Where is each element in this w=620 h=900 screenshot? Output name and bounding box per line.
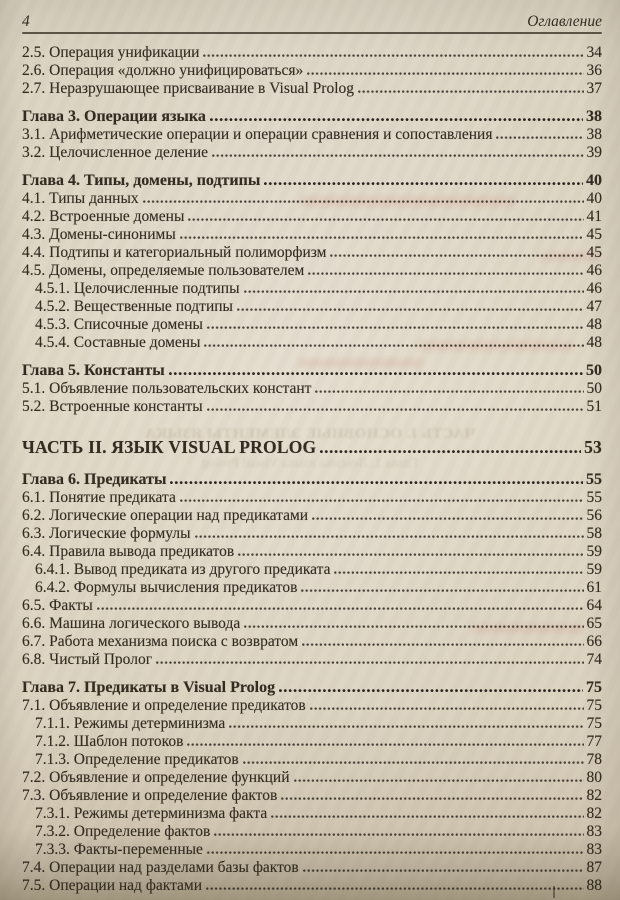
toc-entry-label: 3.1. Арифметические операции и операции сравнения и сопоставления [22, 126, 493, 143]
header-rule [22, 32, 602, 34]
toc-entry-page: 82 [586, 805, 602, 822]
toc-group [22, 437, 602, 457]
toc-entry-row [22, 823, 602, 841]
toc-entry-row [22, 244, 602, 262]
toc-entry-label: 4.3. Домены-синонимы [22, 226, 176, 243]
toc-entry-label: 6.4.1. Вывод предиката из другого предиката [35, 561, 331, 578]
dot-leader [180, 236, 584, 239]
toc-entry-page: 34 [586, 44, 602, 61]
toc-entry-row [22, 543, 602, 561]
toc-entry-page: 75 [586, 679, 602, 696]
toc-entry-label: 4.2. Встроенные домены [22, 208, 185, 225]
toc-entry-row [22, 334, 602, 352]
toc-entry-row [22, 597, 602, 615]
toc-entry-label: 6.3. Логические формулы [22, 525, 191, 542]
toc-entry-row [22, 615, 602, 633]
dot-leader [315, 390, 583, 393]
toc-entry-row [22, 298, 602, 316]
toc-entry-row [22, 44, 602, 62]
toc-entry-label: 7.1.2. Шаблон потоков [35, 733, 184, 750]
toc-entry-row [22, 144, 602, 162]
toc-entry-label: 5.1. Объявление пользовательских констант [22, 380, 312, 397]
toc-entry-page: 87 [586, 859, 602, 876]
dot-leader [229, 725, 583, 728]
dot-leader [496, 136, 583, 139]
dot-leader [206, 887, 583, 890]
dot-leader [307, 72, 583, 75]
toc-entry-label: 2.6. Операция «должно унифицироваться» [22, 62, 304, 79]
toc-entry-label: 7.3.3. Факты-переменные [35, 841, 203, 858]
toc-entry-page: 88 [586, 877, 602, 894]
dot-leader [334, 571, 583, 574]
dot-leader [97, 607, 584, 610]
toc-entry-label: 6.8. Чистый Пролог [22, 651, 153, 668]
toc-entry-label: 4.5. Домены, определяемые пользователем [22, 262, 305, 279]
dot-leader [180, 499, 584, 502]
toc-entry-page: 83 [586, 823, 602, 840]
toc-entry-page: 45 [586, 244, 602, 261]
toc-chapter-row [22, 679, 602, 697]
dot-leader [330, 254, 583, 257]
toc-entry-page: 36 [586, 62, 602, 79]
page-number: 4 [22, 13, 30, 30]
toc-entry-page: 40 [586, 190, 602, 207]
toc-entry-label: Глава 3. Операции языка [22, 108, 206, 125]
toc-entry-label: 7.5. Операции над фактами [22, 877, 203, 894]
toc-entry-row [22, 633, 602, 651]
dot-leader [308, 272, 583, 275]
dot-leader [195, 535, 584, 538]
toc-entry-row [22, 489, 602, 507]
toc-entry-page: 46 [586, 262, 602, 279]
toc-entry-row [22, 398, 602, 416]
toc-entry-page: 45 [586, 226, 602, 243]
toc-entry-label: Глава 7. Предикаты в Visual Prolog [22, 679, 276, 696]
dot-leader [303, 869, 584, 872]
toc-entry-page: 46 [586, 280, 602, 297]
dot-leader [312, 517, 583, 520]
dot-leader [169, 372, 583, 375]
toc-entry-label: 7.1.3. Определение предикатов [35, 751, 239, 768]
toc-entry-label: 6.2. Логические операции над предикатами [22, 507, 309, 524]
toc-entry-row [22, 561, 602, 579]
dot-leader [279, 689, 583, 692]
toc-entry-label: Глава 4. Типы, домены, подтипы [22, 172, 261, 189]
toc-entry-page: 75 [586, 715, 602, 732]
dot-leader [237, 308, 584, 311]
scan-artifact-tick [553, 886, 555, 898]
toc-entry-row [22, 190, 602, 208]
dot-leader [320, 450, 581, 453]
toc-entry-row [22, 805, 602, 823]
toc-entry-row [22, 715, 602, 733]
toc-entry-row [22, 751, 602, 769]
dot-leader [271, 815, 583, 818]
toc-entry-row [22, 877, 602, 895]
toc-entry-label: 6.7. Работа механизма поиска с возвратом [22, 633, 299, 650]
dot-leader [281, 797, 583, 800]
toc-group [22, 471, 602, 669]
toc-entry-page: 39 [586, 144, 602, 161]
toc-entry-page: 74 [586, 651, 602, 668]
dot-leader [358, 90, 583, 93]
toc-entry-row [22, 841, 602, 859]
toc-entry-label: 7.4. Операции над разделами базы фактов [22, 859, 299, 876]
dot-leader [210, 118, 583, 121]
toc-entry-page: 82 [586, 787, 602, 804]
toc-entry-label: 7.3. Объявление и определение фактов [22, 787, 278, 804]
running-title: Оглавление [527, 13, 602, 30]
toc-entry-label: 5.2. Встроенные константы [22, 398, 203, 415]
toc-entry-row [22, 62, 602, 80]
dot-leader [207, 851, 584, 854]
toc-entry-page: 51 [586, 398, 602, 415]
toc-chapter-row [22, 471, 602, 489]
toc-entry-label: 6.5. Факты [22, 597, 93, 614]
dot-leader [244, 290, 584, 293]
toc-group [22, 172, 602, 352]
toc-entry-row [22, 579, 602, 597]
toc-entry-row [22, 733, 602, 751]
toc-entry-page: 55 [586, 471, 602, 488]
toc-entry-row [22, 769, 602, 787]
toc-entry-page: 59 [586, 543, 602, 560]
toc-entry-label: 7.1. Объявление и определение предикатов [22, 697, 306, 714]
toc-entry-page: 80 [586, 769, 602, 786]
toc-entry-label: 2.5. Операция унификации [22, 44, 200, 61]
toc-entry-page: 83 [586, 841, 602, 858]
table-of-contents [22, 44, 602, 895]
toc-group [22, 679, 602, 895]
dot-leader [156, 661, 583, 664]
dot-leader [214, 833, 583, 836]
dot-leader [310, 707, 584, 710]
page-content [22, 12, 602, 895]
toc-entry-page: 40 [586, 172, 602, 189]
toc-entry-label: Глава 6. Предикаты [22, 471, 167, 488]
toc-entry-row [22, 126, 602, 144]
toc-entry-label: 6.1. Понятие предиката [22, 489, 176, 506]
toc-entry-label: 3.2. Целочисленное деление [22, 144, 208, 161]
toc-group [22, 108, 602, 162]
dot-leader [264, 182, 583, 185]
dot-leader [294, 779, 584, 782]
toc-entry-label: 7.3.2. Определение фактов [35, 823, 211, 840]
toc-chapter-row [22, 362, 602, 380]
dot-leader [204, 344, 583, 347]
toc-entry-page: 38 [586, 108, 602, 125]
toc-entry-row [22, 697, 602, 715]
toc-entry-row [22, 380, 602, 398]
toc-entry-page: 61 [586, 579, 602, 596]
toc-entry-row [22, 226, 602, 244]
toc-entry-page: 48 [586, 334, 602, 351]
dot-leader [302, 643, 583, 646]
dot-leader [143, 200, 584, 203]
toc-entry-label: 6.4.2. Формулы вычисления предикатов [35, 579, 298, 596]
toc-entry-page: 65 [586, 615, 602, 632]
toc-entry-row [22, 787, 602, 805]
toc-entry-page: 64 [586, 597, 602, 614]
toc-entry-row [22, 525, 602, 543]
dot-leader [244, 625, 583, 628]
toc-entry-page: 47 [586, 298, 602, 315]
toc-entry-page: 78 [586, 751, 602, 768]
toc-chapter-row [22, 172, 602, 190]
toc-entry-row [22, 80, 602, 98]
toc-entry-label: 4.5.3. Списочные домены [35, 316, 203, 333]
page-header [22, 12, 602, 31]
toc-entry-page: 66 [586, 633, 602, 650]
toc-entry-page: 56 [586, 507, 602, 524]
toc-entry-label: 6.6. Машина логического вывода [22, 615, 241, 632]
dot-leader [212, 154, 584, 157]
toc-entry-label: Глава 5. Константы [22, 362, 165, 379]
toc-entry-page: 41 [586, 208, 602, 225]
toc-entry-label: ЧАСТЬ II. ЯЗЫК VISUAL PROLOG [22, 437, 317, 457]
dot-leader [188, 218, 583, 221]
toc-entry-page: 75 [586, 697, 602, 714]
dot-leader [170, 481, 583, 484]
toc-entry-label: 4.5.4. Составные домены [35, 334, 201, 351]
dot-leader [207, 326, 584, 329]
dot-leader [243, 761, 584, 764]
toc-entry-label: 4.1. Типы данных [22, 190, 139, 207]
toc-entry-page: 38 [586, 126, 602, 143]
toc-group [22, 362, 602, 416]
toc-chapter-row [22, 108, 602, 126]
toc-entry-label: 7.3.1. Режимы детерминизма факта [35, 805, 268, 822]
toc-entry-row [22, 507, 602, 525]
toc-entry-label: 4.5.2. Вещественные подтипы [35, 298, 233, 315]
toc-entry-label: 4.4. Подтипы и категориальный полиморфизм [22, 244, 327, 261]
toc-entry-page: 48 [586, 316, 602, 333]
toc-entry-label: 7.2. Объявление и определение функций [22, 769, 290, 786]
toc-entry-row [22, 262, 602, 280]
toc-entry-page: 58 [586, 525, 602, 542]
dot-leader [238, 553, 583, 556]
toc-entry-page: 59 [586, 561, 602, 578]
toc-part-row [22, 437, 602, 457]
bleedthrough-text: ЧАСТЬ I. ОСНОВНЫЕ ЭЛЕМЕНТЫ ЯЗЫКА [144, 426, 476, 442]
toc-entry-page: 50 [586, 380, 602, 397]
bleedthrough-text: Глава 1. Лексика языка Visual Prolog [201, 456, 419, 471]
dot-leader [207, 408, 584, 411]
toc-entry-label: 2.7. Неразрушающее присваивание в Visual Prolog [22, 80, 355, 97]
toc-entry-page: 55 [586, 489, 602, 506]
toc-entry-row [22, 208, 602, 226]
toc-entry-row [22, 316, 602, 334]
toc-entry-page: 53 [584, 437, 602, 457]
dot-leader [187, 743, 583, 746]
toc-group [22, 44, 602, 98]
toc-entry-label: 6.4. Правила вывода предикатов [22, 543, 235, 560]
dot-leader [203, 54, 583, 57]
toc-entry-label: 4.5.1. Целочисленные подтипы [35, 280, 240, 297]
toc-entry-page: 50 [586, 362, 602, 379]
toc-entry-page: 77 [586, 733, 602, 750]
toc-entry-row [22, 651, 602, 669]
toc-entry-page: 37 [586, 80, 602, 97]
toc-entry-label: 7.1.1. Режимы детерминизма [35, 715, 226, 732]
toc-entry-row [22, 280, 602, 298]
toc-entry-row [22, 859, 602, 877]
dot-leader [301, 589, 583, 592]
